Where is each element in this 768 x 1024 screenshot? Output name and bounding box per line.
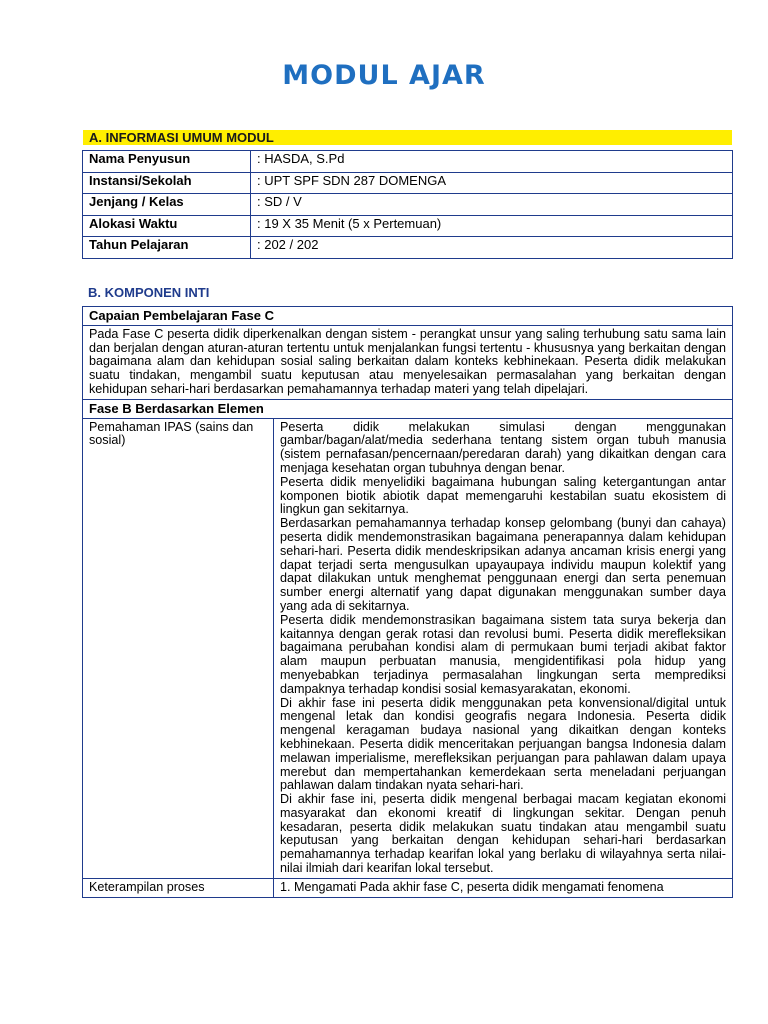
table-row xyxy=(83,307,733,326)
document-title: MODUL AJAR xyxy=(282,60,486,91)
table-row xyxy=(83,237,733,259)
table-row xyxy=(83,215,733,237)
info-key: Alokasi Waktu xyxy=(83,215,251,237)
info-value: : 202 / 202 xyxy=(251,237,733,259)
table-row xyxy=(83,194,733,216)
pemahaman-paragraph: Peserta didik mendemonstrasikan bagaimana sistem tata surya bekerja dan kaitannya dengan gerak rotasi dan revolusi bumi. Peserta didik merefleksikan bagaimana perubahan kondisi alam di permukaan bumi terjadi akibat faktor alam maupun perbuatan manusia, mengidentifikasi pola hidup yang menyebabkan terjadinya permasalahan lingkungan serta memprediksi dampaknya terhadap kondisi sosial kemasyarakatan, ekonomi. xyxy=(280,612,726,696)
pemahaman-content xyxy=(274,418,733,878)
section-b-heading: B. KOMPONEN INTI xyxy=(88,285,210,300)
table-row xyxy=(83,878,733,897)
info-key: Jenjang / Kelas xyxy=(83,194,251,216)
section-a-heading: A. INFORMASI UMUM MODUL xyxy=(83,130,732,145)
info-value: : SD / V xyxy=(251,194,733,216)
info-value: : HASDA, S.Pd xyxy=(251,151,733,173)
pemahaman-paragraph: Berdasarkan pemahamannya terhadap konsep gelombang (bunyi dan cahaya) peserta didik mendemonstrasikan bagaimana penerapannya dalam kehidupan sehari-hari. Peserta didik mendeskripsikan adanya ancaman krisis energi yang dapat terjadi serta mengusulkan upayaupaya individu maupun kolektif yang dapat dilakukan untuk menghemat penggunaan energi dan serta penemuan sumber energi alternatif yang dapat digunakan menggunakan sumber daya yang ada di sekitarnya. xyxy=(280,516,726,613)
info-key: Instansi/Sekolah xyxy=(83,172,251,194)
pemahaman-label: Pemahaman IPAS (sains dan sosial) xyxy=(83,418,274,878)
info-key: Tahun Pelajaran xyxy=(83,237,251,259)
info-value: : 19 X 35 Menit (5 x Pertemuan) xyxy=(251,215,733,237)
pemahaman-paragraph: Di akhir fase ini peserta didik menggunakan peta konvensional/digital untuk mengenal letak dan kondisi geografis negara Indonesia. Peserta didik mengenal keragaman budaya nasional yang dikaitkan dengan konteks kebhinekaan. Peserta didik menceritakan perjuangan bangsa Indonesia dalam melawan imperialisme, merefleksikan perjuangan para pahlawan dalam upaya merebut dan mempertahankan kemerdekaan serta meneladani perjuangan pahlawan dalam tindakan nyata sehari-hari. xyxy=(280,695,726,793)
capaian-heading: Capaian Pembelajaran Fase C xyxy=(83,307,733,326)
pemahaman-paragraph: Peserta didik menyelidiki bagaimana hubungan saling ketergantungan antar komponen biotik abiotik dapat memengaruhi kestabilan suatu ekosistem di lingkun gan sekitarnya. xyxy=(280,474,726,517)
info-value: : UPT SPF SDN 287 DOMENGA xyxy=(251,172,733,194)
info-key: Nama Penyusun xyxy=(83,151,251,173)
pemahaman-paragraph: Peserta didik melakukan simulasi dengan menggunakan gambar/bagan/alat/media sederhana tentang sistem organ tubuh manusia (sistem pernafasan/pencernaan/peredaran darah) yang dikaitkan dengan cara menjaga kesehatan organ tubuhnya dengan benar. xyxy=(280,419,726,475)
keterampilan-label: Keterampilan proses xyxy=(83,878,274,897)
table-row xyxy=(83,151,733,173)
keterampilan-content: 1. Mengamati Pada akhir fase C, peserta didik mengamati fenomena xyxy=(274,878,733,897)
core-table xyxy=(82,306,733,898)
table-row xyxy=(83,399,733,418)
info-table xyxy=(82,150,733,259)
table-row xyxy=(83,418,733,878)
pemahaman-paragraph: Di akhir fase ini, peserta didik mengenal berbagai macam kegiatan ekonomi masyarakat dan ekonomi kreatif di lingkungan sekitar. Dengan penuh kesadaran, peserta didik melakukan suatu tindakan atau mengambil suatu keputusan yang berkaitan dengan kehidupan sehari-hari berdasarkan pemahamannya terhadap kearifan lokal yang berlaku di wilayahnya serta nilai-nilai ilmiah dari kearifan lokal tersebut. xyxy=(280,792,726,876)
capaian-text: Pada Fase C peserta didik diperkenalkan dengan sistem - perangkat unsur yang saling terhubung satu sama lain dan berjalan dengan aturan-aturan tertentu untuk menjalankan fungsi tertentu - khususnya yang berkaitan dengan bagaimana alam dan kehidupan sosial saling berkaitan dalam konteks kebhinekaan. Peserta didik melakukan suatu tindakan, mengambil suatu keputusan atau menyelesaikan permasalahan yang berkaitan dengan kehidupan sehari-hari berdasarkan pemahamannya terhadap materi yang telah dipelajari. xyxy=(83,325,733,399)
table-row xyxy=(83,325,733,399)
elemen-heading: Fase B Berdasarkan Elemen xyxy=(83,399,733,418)
table-row xyxy=(83,172,733,194)
